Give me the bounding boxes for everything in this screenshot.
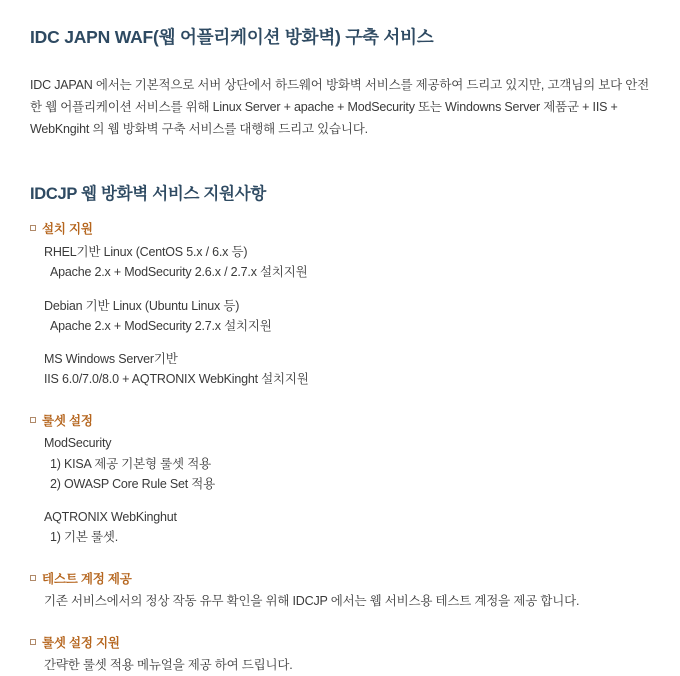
block-lines — [30, 591, 652, 611]
block-label: 테스트 계정 제공 — [42, 571, 132, 586]
block-lines — [30, 242, 652, 390]
section-title: IDCJP 웹 방화벽 서비스 지원사항 — [30, 185, 266, 204]
text-line: 2) OWASP Core Rule Set 적용 — [50, 476, 216, 491]
block-label: 룰셋 설정 지원 — [42, 635, 120, 650]
square-bullet-icon — [30, 575, 36, 581]
block-label: 설치 지원 — [42, 222, 93, 237]
text-line: Debian 기반 Linux (Ubuntu Linux 등) — [44, 298, 240, 313]
text-line: 1) KISA 제공 기본형 룰셋 적용 — [50, 456, 211, 471]
block-heading — [30, 634, 652, 653]
block-heading — [30, 220, 652, 239]
page-title: IDC JAPN WAF(웹 어플리케이션 방화벽) 구축 서비스 — [30, 27, 434, 47]
square-bullet-icon — [30, 417, 36, 423]
text-line: RHEL기반 Linux (CentOS 5.x / 6.x 등) — [44, 245, 248, 260]
square-bullet-icon — [30, 639, 36, 645]
support-block — [30, 570, 652, 612]
block-heading — [30, 412, 652, 431]
block-label: 룰셋 설정 — [42, 413, 93, 428]
text-line: 1) 기본 룰셋. — [50, 530, 119, 545]
square-bullet-icon — [30, 225, 36, 231]
support-blocks — [30, 220, 652, 675]
block-lines — [30, 655, 652, 675]
support-block — [30, 634, 652, 676]
text-line: 기존 서비스에서의 정상 작동 유무 확인을 위해 IDCJP 에서는 웹 서비스용 테스트 계정을 제공 합니다. — [44, 594, 580, 609]
block-heading — [30, 570, 652, 589]
intro-paragraph: IDC JAPAN 에서는 기본적으로 서버 상단에서 하드웨어 방화벽 서비스를 제공하여 드리고 있지만, 고객님의 보다 안전한 웹 어플리케이션 서비스를 위해 Linux Server + apache + ModSecurity 또는 Windowns Server 제품군 + IIS + WebKngiht 의 웹 방화벽 구축 서비스를 대행해 드리고 있습니다. — [30, 77, 650, 136]
support-block — [30, 412, 652, 548]
text-line: AQTRONIX WebKinghut — [44, 510, 177, 525]
text-line: IIS 6.0/7.0/8.0 + AQTRONIX WebKinght 설치지원 — [44, 372, 309, 387]
text-line: ModSecurity — [44, 436, 112, 451]
support-block — [30, 220, 652, 389]
text-line: Apache 2.x + ModSecurity 2.6.x / 2.7.x 설치지원 — [50, 265, 308, 280]
text-line: MS Windows Server기반 — [44, 352, 178, 367]
text-line: Apache 2.x + ModSecurity 2.7.x 설치지원 — [50, 318, 272, 333]
block-lines — [30, 433, 652, 547]
text-line: 간략한 룰셋 적용 메뉴얼을 제공 하여 드립니다. — [44, 658, 293, 673]
